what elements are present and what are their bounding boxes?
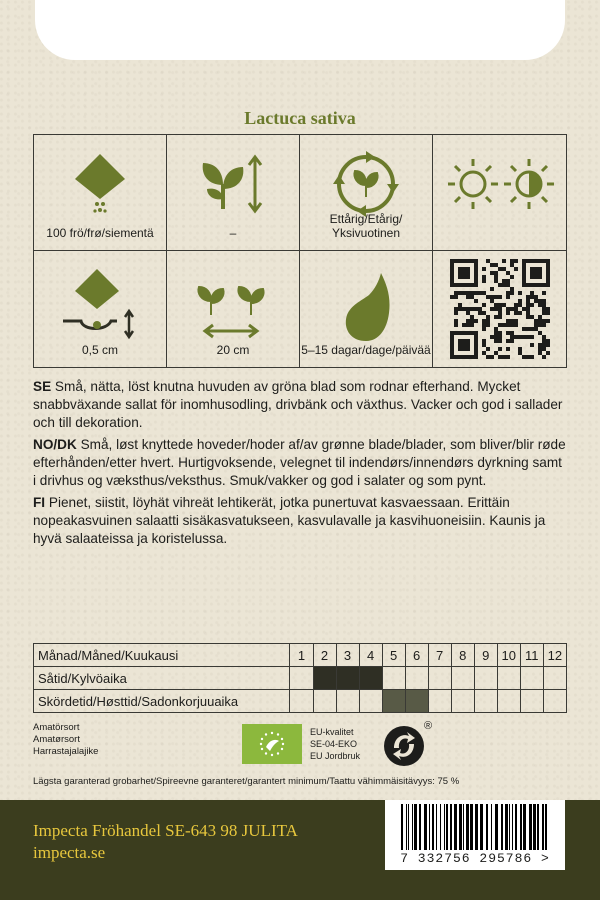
seedling-height-icon <box>193 149 273 219</box>
calendar-cell <box>497 690 520 713</box>
cell-qr <box>433 251 566 367</box>
description-se: SE Små, nätta, löst knutna huvuden av gröna blad som rodnar efterhand. Mycket snabbväxande sallat för inomhusodling, drivbänk och växthus. Vacker och god i sallader och till dekoration. <box>33 379 563 430</box>
germination-icon <box>331 265 401 345</box>
sun-halfshade-icon <box>445 149 555 219</box>
calendar-cell <box>474 690 497 713</box>
company-website[interactable]: impecta.se <box>33 843 106 862</box>
amateur-variety <box>33 722 98 758</box>
registered-mark: ® <box>424 720 433 732</box>
calendar-cell <box>382 667 405 690</box>
eu-code: SE-04-EKO <box>310 739 358 749</box>
eu-quality: EU-kvalitet <box>310 727 354 737</box>
calendar-month-10: 10 <box>497 644 520 667</box>
amateur-se: Amatörsort <box>33 722 80 733</box>
calendar-cell <box>497 667 520 690</box>
seed-packet-icon <box>65 149 135 219</box>
calendar-cell <box>520 690 543 713</box>
calendar-month-6: 6 <box>405 644 428 667</box>
cell-germination <box>300 251 433 367</box>
seed-count-caption: 100 frö/frø/siementä <box>46 226 154 240</box>
description-fi: FI Pienet, siistit, löyhät vihreät lehtikerät, jotka punertuvat kasvaessaan. Erittäin nopeakasvuinen salaatti sisäkasvatukseen, kasvulavalle ja kasvihuoneisiin. Kaunis ja hyvä salaateissa ja koristelussa. <box>33 495 546 546</box>
plant-spacing-icon <box>193 265 273 345</box>
description <box>33 378 567 552</box>
cell-seed-count <box>34 135 167 251</box>
calendar-cell <box>405 690 428 713</box>
calendar-cell <box>405 667 428 690</box>
spacing-caption: 20 cm <box>216 343 250 357</box>
lifecycle-caption: Ettårig/Etårig/ Yksivuotinen <box>329 212 403 240</box>
calendar-cell <box>290 690 313 713</box>
calendar-cell <box>336 690 359 713</box>
calendar-cell <box>520 667 543 690</box>
calendar-month-3: 3 <box>336 644 359 667</box>
green-dot-icon <box>382 722 428 768</box>
calendar-cell <box>313 690 336 713</box>
cell-spacing <box>167 251 300 367</box>
calendar-month-2: 2 <box>313 644 336 667</box>
calendar-cell <box>359 690 382 713</box>
calendar-cell <box>428 667 451 690</box>
calendar-cell <box>543 690 566 713</box>
calendar-row-label: Skördetid/Høsttid/Sadonkorjuuaika <box>34 690 290 713</box>
calendar-cell <box>451 667 474 690</box>
annual-cycle-icon <box>331 149 401 219</box>
cell-sowing-depth <box>34 251 167 367</box>
latin-name: Lactuca sativa <box>244 108 356 128</box>
cell-height <box>167 135 300 251</box>
sowing-depth-caption: 0,5 cm <box>81 343 118 357</box>
calendar-cell <box>382 690 405 713</box>
company-address: Impecta Fröhandel SE-643 98 JULITA <box>33 821 298 840</box>
height-caption: – <box>229 226 237 240</box>
calendar-month-11: 11 <box>520 644 543 667</box>
eu-agriculture: EU Jordbruk <box>310 751 361 761</box>
qr-code-icon[interactable] <box>450 259 550 359</box>
calendar-cell <box>428 690 451 713</box>
amateur-fi: Harrastajalajike <box>33 746 99 757</box>
calendar-cell <box>336 667 359 690</box>
germination-guarantee: Lägsta garanterad grobarhet/Spireevne garanteret/garantert minimum/Taattu vähimmäisitävyys: 75 % <box>33 776 460 787</box>
calendar-month-7: 7 <box>428 644 451 667</box>
calendar-month-9: 9 <box>474 644 497 667</box>
calendar-month-5: 5 <box>382 644 405 667</box>
barcode-number: 7 332756 295786 > <box>400 851 550 866</box>
calendar-cell <box>543 667 566 690</box>
calendar-cell <box>290 667 313 690</box>
cell-light <box>433 135 566 251</box>
amateur-no: Amatørsort <box>33 734 80 745</box>
calendar-row-label: Såtid/Kylvöaika <box>34 667 290 690</box>
calendar-month-4: 4 <box>359 644 382 667</box>
calendar-row <box>34 667 567 690</box>
calendar-header-row <box>34 644 567 667</box>
eu-quality-text <box>310 726 360 762</box>
footer-address-block <box>33 820 298 864</box>
calendar-row <box>34 690 567 713</box>
cell-lifecycle <box>300 135 433 251</box>
calendar-month-1: 1 <box>290 644 313 667</box>
calendar-cell <box>359 667 382 690</box>
calendar-cell <box>313 667 336 690</box>
germination-caption: 5–15 dagar/dage/päivää <box>301 343 431 357</box>
packet-hanger-cutout <box>35 0 565 60</box>
description-nodk: NO/DK Små, løst knyttede hoveder/hoder af/av grønne blade/blader, som bliver/blir røde efterhånden/etter hvert. Hurtigvoksende, velegnet til indendørs/innendørs dyrkning samt i drivhus og væksthus/veksthus. Smuk/vakker og god i salater og som pynt. <box>33 437 566 488</box>
barcode <box>385 800 565 870</box>
sowing-depth-icon <box>55 265 145 345</box>
calendar-cell <box>474 667 497 690</box>
growing-info-grid <box>33 134 567 368</box>
eu-organic-logo <box>242 724 302 764</box>
calendar-month-12: 12 <box>543 644 566 667</box>
calendar-month-8: 8 <box>451 644 474 667</box>
sowing-calendar <box>33 643 567 713</box>
barcode-bars <box>399 804 551 852</box>
calendar-header-label: Månad/Måned/Kuukausi <box>34 644 290 667</box>
calendar-cell <box>451 690 474 713</box>
